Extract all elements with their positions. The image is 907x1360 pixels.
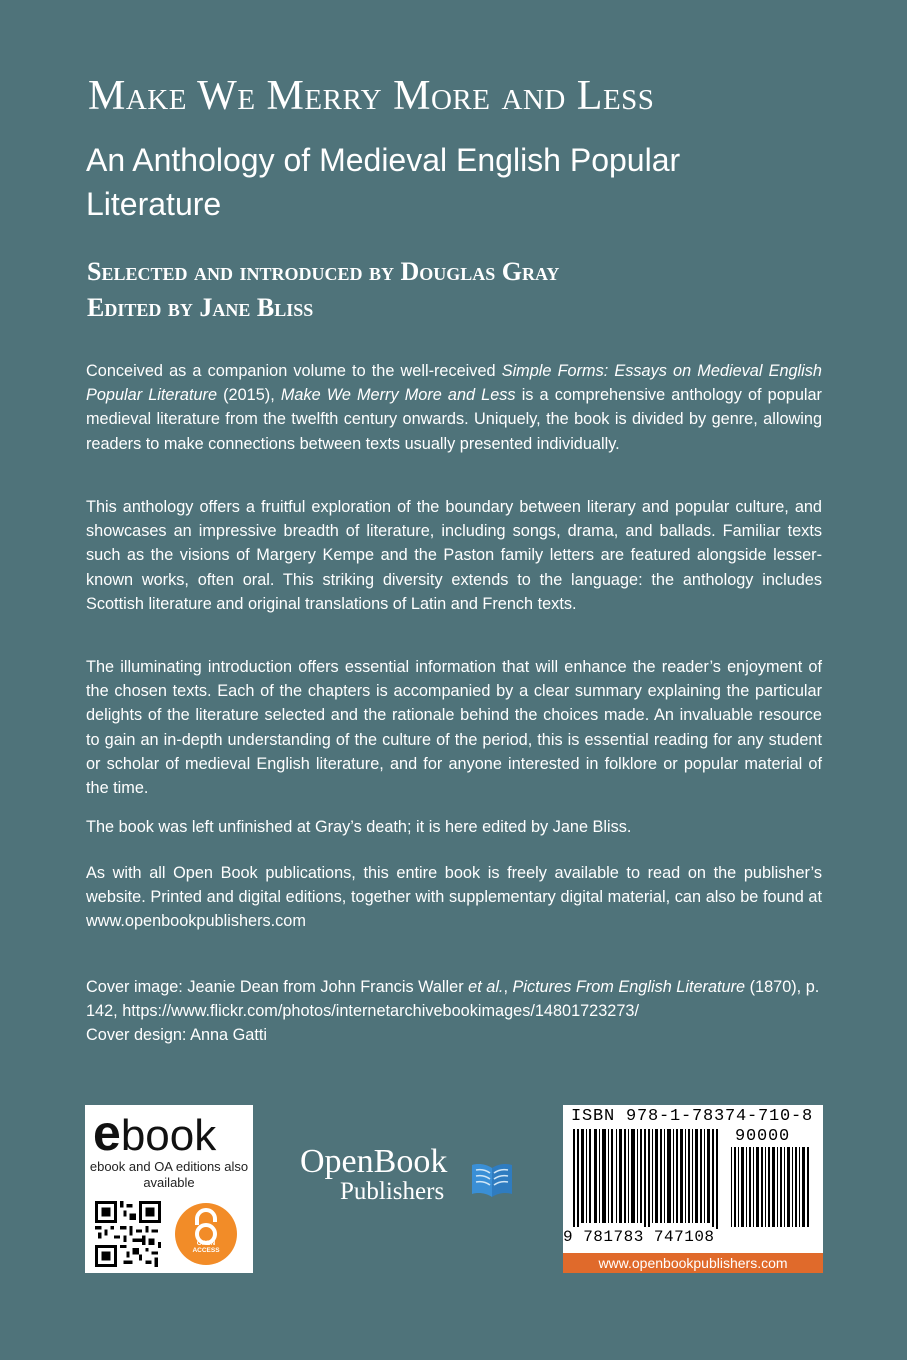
isbn-number: ISBN 978-1-78374-710-8 [571,1107,814,1126]
publisher-logo [300,1142,520,1212]
blurb-paragraph-2: This anthology offers a fruitful exploration of the boundary between literary and popular culture, and showcases an impressive breadth of literature, including songs, drama, and ballads. Familiar texts such as the visions of Margery Kempe and the Paston family letters are featured alongside lesser-known works, often oral. This striking diversity extends to the language: the anthology includes Scottish literature and original translations of Latin and French texts. [86,498,822,613]
open-book-icon [470,1160,514,1200]
edited-by-credit: Edited by Jane Bliss [87,293,314,322]
open-access-icon [175,1203,237,1265]
qr-code-icon [95,1201,161,1267]
isbn-barcode [563,1105,823,1273]
open-access-statement: As with all Open Book publications, this entire book is freely available to read on the publisher’s website. Printed and digital editions, together with supplementary digital material, can also be found at www.openbookpublishers.com [86,864,822,931]
ebook-logo: ebook [93,1105,217,1161]
blurb-paragraph-4: The book was left unfinished at Gray’s death; it is here edited by Jane Bliss. [86,818,632,836]
cover-credits: Cover image: Jeanie Dean from John Francis Waller et al., Pictures From English Literature (1870), p. 142, https://www.flickr.com/photos/internetarchivebookimages/14801723273/ Cover design: Anna Gatti [86,978,820,1045]
open-access-label: OPEN ACCESS [192,1240,220,1254]
ebook-availability-note: ebook and OA editions also available [89,1159,249,1190]
open-access-badge [175,1203,237,1265]
blurb-paragraph-3: The illuminating introduction offers essential information that will enhance the reader’s enjoyment of the chosen texts. Each of the chapters is accompanied by a clear summary explaining the particular delights of the literature selected and the rationale behind the choices made. An invaluable resource to gain an in-depth understanding of the culture of the period, this is essential reading for any student or scholar of medieval English literature, and for anyone interested in folklore or popular material of the time. [86,658,822,798]
publisher-url: www.openbookpublishers.com [563,1253,823,1273]
selected-by-credit: Selected and introduced by Douglas Gray [87,257,560,286]
book-subtitle: An Anthology of Medieval English Popular Literature [86,142,681,222]
ean-number: 9 781783 747108 [563,1228,715,1246]
price-addon: 90000 [735,1127,791,1146]
ebook-badge [85,1105,253,1273]
blurb-paragraph-1: Conceived as a companion volume to the well-received Simple Forms: Essays on Medieval English Popular Literature (2015), Make We Merry More and Less is a comprehensive anthology of popular medieval literature from the twelfth century onwards. Uniquely, the book is divided by genre, allowing readers to make connections between texts usually presented individually. [86,362,822,453]
book-title: Make We Merry More and Less [88,73,655,119]
publisher-name-line2: Publishers [340,1178,445,1205]
publisher-name: OpenBook [300,1143,448,1180]
